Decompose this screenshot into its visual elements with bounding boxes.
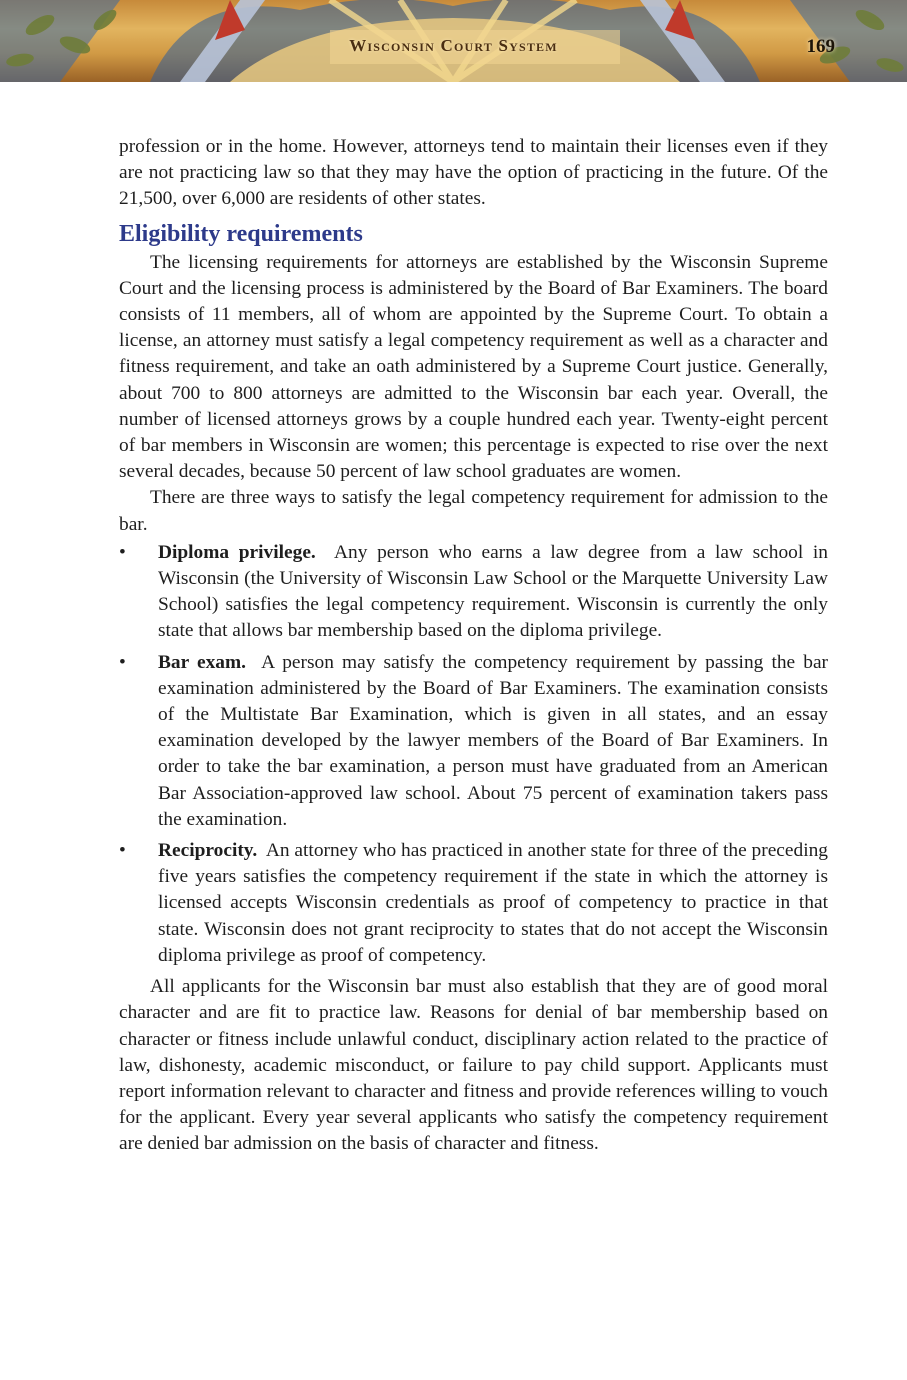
list-item [119,838,828,969]
intro-paragraph: profession or in the home. However, attorneys tend to maintain their licenses even if they are not practicing law so that they may have the option of practicing in the future. Of the 21,500, over 6,000 are residents of other states. [119,136,828,210]
list-item-text: Any person who earns a law degree from a law school in Wisconsin (the University of Wisconsin Law School or the Marquette University Law School) satisfies the legal competency requirement. Wisconsin is currently the only state that allows bar membership based on the diploma privilege. [158,541,829,642]
body-paragraph-competency-ways: There are three ways to satisfy the legal competency requirement for admission to the bar. [119,487,828,535]
list-item-text: A person may satisfy the competency requirement by passing the bar examination administered by the Board of Bar Examiners. The examination consists of the Multistate Bar Examination, which is given in all states, and an essay examination developed by the lawyer members of the Board of Bar Examiners. In order to take the bar examination, a person must have graduated from an American Bar Association-approved law school. About 75 percent of examination takers pass the examination. [158,651,829,830]
list-item-term: Reciprocity. [158,840,258,862]
list-item [119,540,828,645]
running-header-title: Wisconsin Court System [349,36,558,55]
list-item-term: Diploma privilege. [158,541,316,563]
bullet-marker: • [119,541,126,563]
list-item-text: An attorney who has practiced in another state for three of the preceding five years satisfies the competency requirement if the state in which the attorney is licensed accepts Wisconsin credentials as proof of competency to practice in that state. Wisconsin does not grant reciprocity to states that do not accept the Wisconsin diploma privilege as proof of competency. [158,840,828,966]
page-body [119,134,828,1158]
body-paragraph-licensing: The licensing requirements for attorneys are established by the Wisconsin Supreme Court and the licensing process is administered by the Board of Bar Examiners. The board consists of 11 members, all of whom are appointed by the Supreme Court. To obtain a license, an attorney must satisfy a legal competency requirement as well as a character and fitness requirement, and take an oath administered by a Supreme Court justice. Generally, about 700 to 800 attorneys are admitted to the Wisconsin bar each year. Overall, the number of licensed attorneys grows by a couple hundred each year. Twenty-eight percent of bar members in Wisconsin are women; this percentage is expected to rise over the next several decades, because 50 percent of law school graduates are women. [119,251,828,483]
bullet-marker: • [119,840,126,862]
bullet-marker: • [119,651,126,673]
list-item-term: Bar exam. [158,651,246,673]
section-heading: Eligibility requirements [119,220,363,247]
header-banner [0,0,907,82]
page-number: 169 [806,36,835,57]
list-item [119,650,828,833]
body-paragraph-character-fitness: All applicants for the Wisconsin bar must also establish that they are of good moral character and are fit to practice law. Reasons for denial of bar membership based on character or fitness include unlawful conduct, disciplinary action related to the practice of law, dishonesty, academic misconduct, or failure to pay child support. Applicants must report information relevant to character and fitness and provide references willing to vouch for the applicant. Every year several applicants who satisfy the competency requirement are denied bar admission on the basis of character and fitness. [119,976,828,1155]
competency-options-list [119,540,828,969]
